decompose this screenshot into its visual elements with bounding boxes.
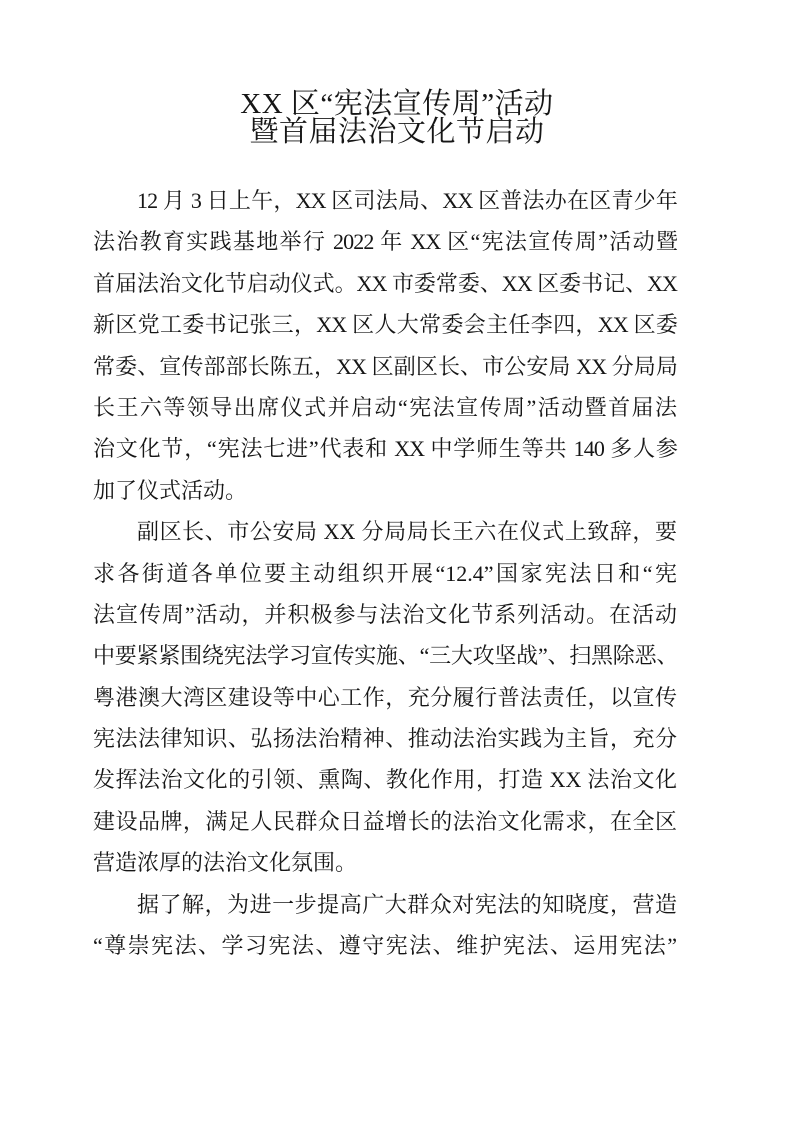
- document-title-line-1: XX 区“宪法宣传周”活动: [240, 88, 554, 120]
- document-title-line-2: 暨首届法治文化节启动: [249, 116, 545, 148]
- paragraph-1: [93, 180, 677, 511]
- body-line: 宪法法律知识、弘扬法治精神、推动法治实践为主旨，充分: [93, 726, 677, 752]
- document-body: [93, 180, 677, 966]
- body-line: 长王六等领导出席仪式并启动“宪法宣传周”活动暨首届法: [93, 394, 677, 420]
- body-line: 首届法治文化节启动仪式。XX 市委常委、XX 区委书记、XX: [93, 270, 677, 296]
- body-line: 常委、宣传部部长陈五，XX 区副区长、市公安局 XX 分局局: [93, 353, 677, 379]
- body-line: 营造浓厚的法治文化氛围。: [93, 850, 358, 876]
- body-line: 法宣传周”活动，并积极参与法治文化节系列活动。在活动: [93, 601, 677, 627]
- body-line: 加了仪式活动。: [93, 477, 248, 503]
- body-line: 据了解，为进一步提高广大群众对宪法的知晓度，营造: [137, 891, 677, 917]
- body-line: 发挥法治文化的引领、熏陶、教化作用，打造 XX 法治文化: [93, 767, 677, 793]
- body-line: 12 月 3 日上午，XX 区司法局、XX 区普法办在区青少年: [137, 188, 677, 213]
- paragraph-3: [93, 884, 677, 967]
- paragraph-2: [93, 511, 677, 884]
- body-line: “尊崇宪法、学习宪法、遵守宪法、维护宪法、运用宪法”: [93, 933, 677, 959]
- body-line: 求各街道各单位要主动组织开展“12.4”国家宪法日和“宪: [93, 560, 677, 586]
- body-line: 治文化节，“宪法七进”代表和 XX 中学师生等共 140 多人参: [93, 436, 677, 462]
- body-line: 中要紧紧围绕宪法学习宣传实施、“三大攻坚战”、扫黑除恶、: [93, 643, 677, 669]
- body-line: 粤港澳大湾区建设等中心工作，充分履行普法责任，以宣传: [93, 684, 677, 710]
- body-line: 副区长、市公安局 XX 分局局长王六在仪式上致辞，要: [137, 519, 677, 545]
- body-line: 法治教育实践基地举行 2022 年 XX 区“宪法宣传周”活动暨: [93, 229, 677, 255]
- body-line: 新区党工委书记张三，XX 区人大常委会主任李四，XX 区委: [93, 312, 677, 338]
- document-title: [0, 90, 794, 146]
- body-line: 建设品牌，满足人民群众日益增长的法治文化需求，在全区: [93, 808, 677, 834]
